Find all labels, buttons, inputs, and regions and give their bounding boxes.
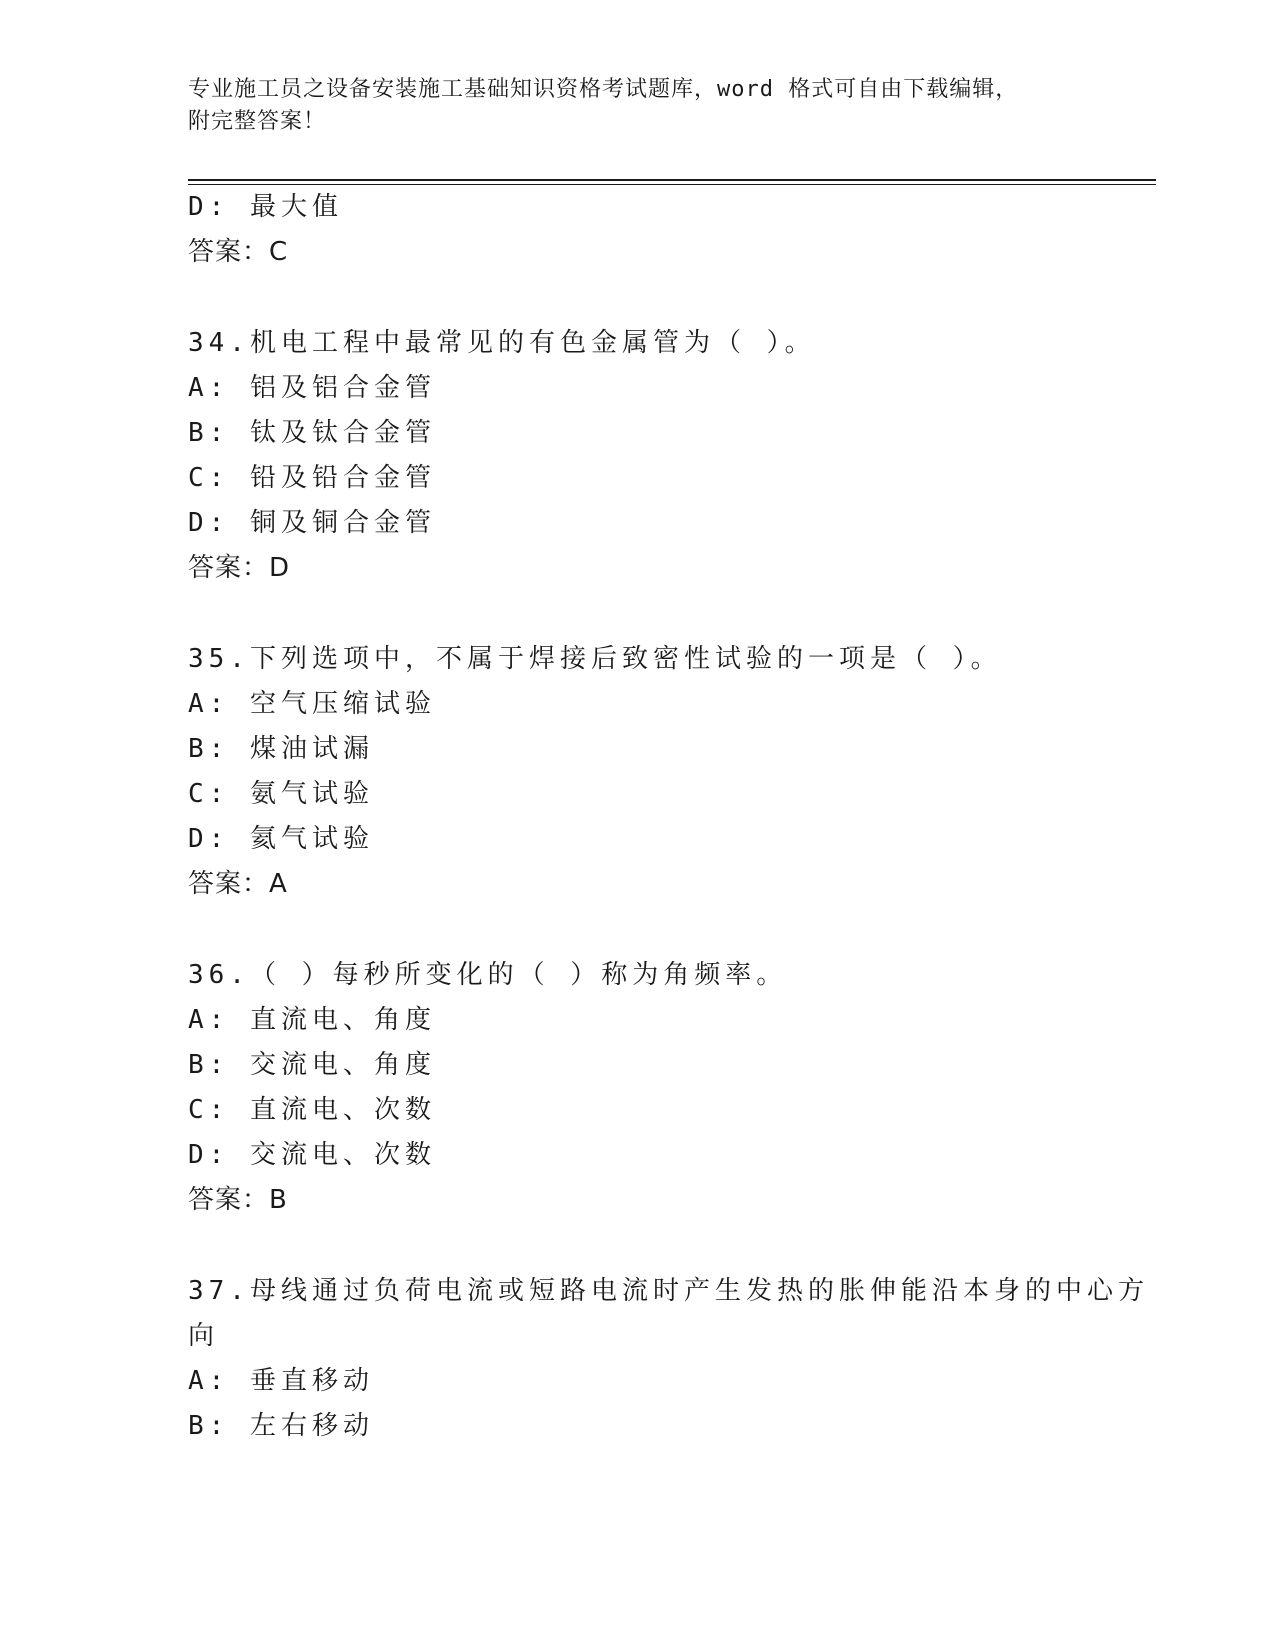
question-36-option-a: A: 直流电、角度 (188, 1005, 436, 1035)
question-36-option-d: D: 交流电、次数 (188, 1140, 436, 1170)
question-34-option-a: A: 铝及铝合金管 (188, 373, 436, 403)
question-35-option-b: B: 煤油试漏 (188, 734, 374, 764)
header-line-1: 专业施工员之设备安装施工基础知识资格考试题库，word 格式可自由下载编辑， (188, 77, 1019, 102)
question-36-stem: 36.（ ）每秒所变化的（ ）称为角频率。 (188, 960, 788, 990)
question-37-stem-line-1: 37.母线通过负荷电流或短路电流时产生发热的胀伸能沿本身的中心方 (188, 1276, 1149, 1306)
question-35-option-c: C: 氨气试验 (188, 779, 374, 809)
question-34-option-d: D: 铜及铜合金管 (188, 508, 436, 538)
question-34-answer: 答案：D (188, 553, 291, 583)
question-35-option-a: A: 空气压缩试验 (188, 689, 436, 719)
header-divider-thin (188, 184, 1156, 185)
header-divider-thick (188, 179, 1156, 181)
question-37-option-a: A: 垂直移动 (188, 1366, 374, 1396)
question-36-option-b: B: 交流电、角度 (188, 1050, 436, 1080)
question-35-answer: 答案：A (188, 869, 288, 899)
question-34-stem: 34.机电工程中最常见的有色金属管为（ ）。 (188, 328, 816, 358)
document-header (188, 74, 1088, 138)
prev-option-d: D: 最大值 (188, 192, 343, 222)
question-36-option-c: C: 直流电、次数 (188, 1095, 436, 1125)
prev-answer: 答案：C (188, 237, 289, 267)
question-37-option-b: B: 左右移动 (188, 1411, 374, 1441)
question-36-answer: 答案：B (188, 1185, 288, 1215)
question-34-option-b: B: 钛及钛合金管 (188, 418, 436, 448)
question-35-option-d: D: 氦气试验 (188, 824, 374, 854)
question-35-stem: 35.下列选项中，不属于焊接后致密性试验的一项是（ ）。 (188, 644, 1002, 674)
question-34-option-c: C: 铅及铅合金管 (188, 463, 436, 493)
header-line-2: 附完整答案！ (188, 109, 327, 134)
question-37-stem-line-2: 向 (188, 1321, 220, 1351)
